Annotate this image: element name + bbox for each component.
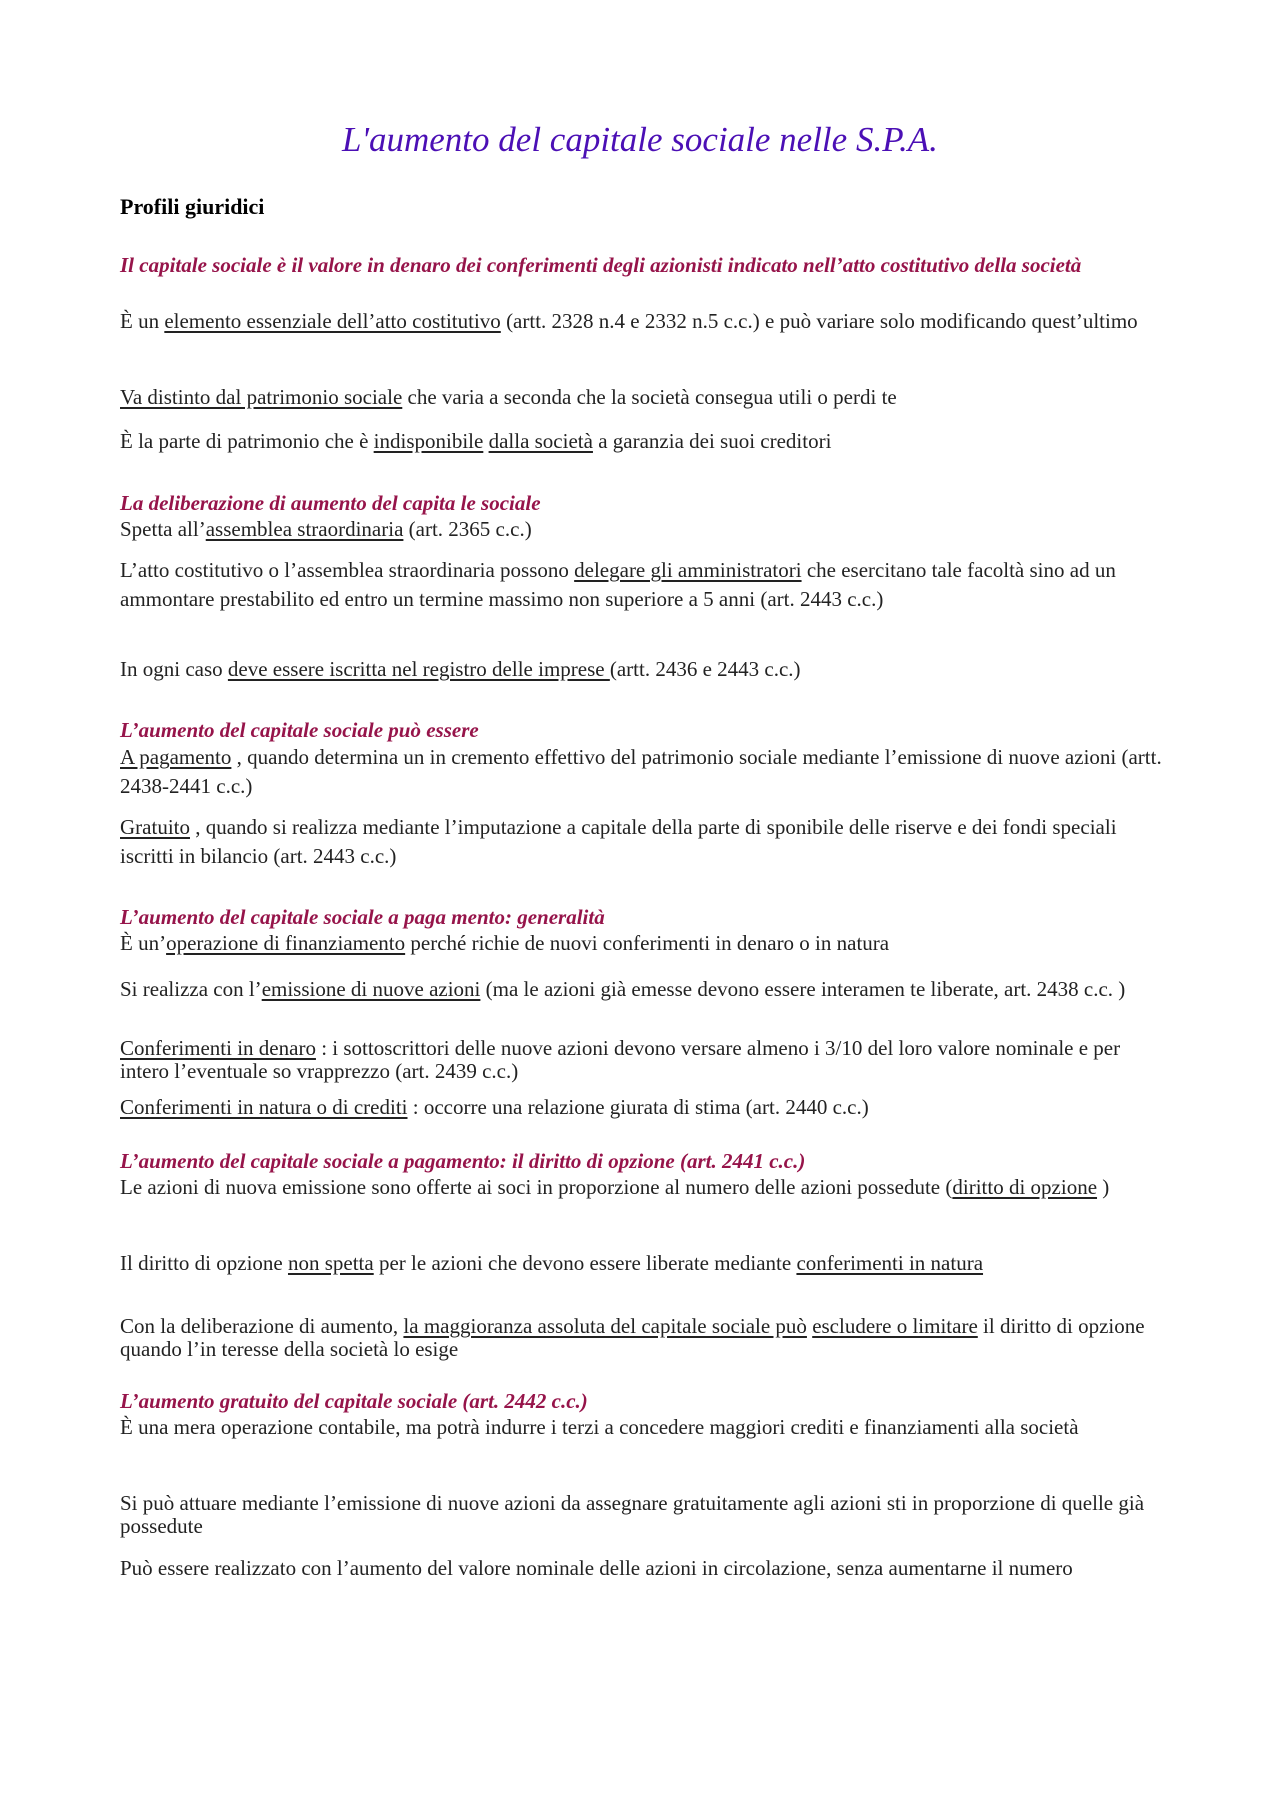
paragraph: È la parte di patrimonio che è indisponibile dalla società a garanzia dei suoi creditori <box>120 429 832 453</box>
paragraph: Conferimenti in denaro : i sottoscrittori delle nuove azioni devono versare almeno i 3/10 del loro valore nominale e per intero l’eventuale so vrapprezzo (art. 2439 c.c.) <box>120 1036 1121 1083</box>
paragraph: Le azioni di nuova emissione sono offerte ai soci in proporzione al numero delle azioni possedute (diritto di opzione ) <box>120 1175 1110 1199</box>
section-heading: L’aumento gratuito del capitale sociale (art. 2442 c.c.) <box>120 1389 588 1413</box>
paragraph: In ogni caso deve essere iscritta nel registro delle imprese (artt. 2436 e 2443 c.c.) <box>120 657 801 681</box>
paragraph: A pagamento , quando determina un in cremento effettivo del patrimonio sociale mediante l’emissione di nuove azioni (artt. 2438-2441 c.c.) <box>120 745 1162 798</box>
page-title: L'aumento del capitale sociale nelle S.P.A. <box>342 120 938 159</box>
section-heading: La deliberazione di aumento del capita le sociale <box>120 491 541 515</box>
paragraph: L’atto costitutivo o l’assemblea straordinaria possono delegare gli amministratori che esercitano tale facoltà sino ad un ammontare prestabilito ed entro un termine massimo non superiore a 5 anni (art. 2443 c.c.) <box>120 558 1116 611</box>
paragraph: Gratuito , quando si realizza mediante l’imputazione a capitale della parte di sponibile delle riserve e dei fondi speciali iscritti in bilancio (art. 2443 c.c.) <box>120 815 1117 868</box>
paragraph: Può essere realizzato con l’aumento del valore nominale delle azioni in circolazione, senza aumentarne il numero <box>120 1556 1073 1580</box>
paragraph: Con la deliberazione di aumento, la maggioranza assoluta del capitale sociale può escludere o limitare il diritto di opzione quando l’in teresse della società lo esige <box>120 1314 1145 1361</box>
section-heading: L’aumento del capitale sociale può essere <box>120 718 479 742</box>
section-heading: L’aumento del capitale sociale a paga mento: generalità <box>120 905 605 929</box>
subtitle: Profili giuridici <box>120 194 265 219</box>
paragraph: È una mera operazione contabile, ma potrà indurre i terzi a concedere maggiori crediti e finanziamenti alla società <box>120 1415 1079 1439</box>
section-heading: L’aumento del capitale sociale a pagamento: il diritto di opzione (art. 2441 c.c.) <box>120 1149 806 1173</box>
paragraph: È un elemento essenziale dell’atto costitutivo (artt. 2328 n.4 e 2332 n.5 c.c.) e può variare solo modificando quest’ultimo <box>120 309 1138 333</box>
section-heading: Il capitale sociale è il valore in denaro dei conferimenti degli azionisti indicato nell’atto costitutivo della società <box>120 253 1082 277</box>
paragraph: Va distinto dal patrimonio sociale che varia a seconda che la società consegua utili o perdi te <box>120 385 897 409</box>
paragraph: Spetta all’assemblea straordinaria (art. 2365 c.c.) <box>120 517 532 541</box>
paragraph: È un’operazione di finanziamento perché richie de nuovi conferimenti in denaro o in natura <box>120 931 890 955</box>
paragraph: Conferimenti in natura o di crediti : occorre una relazione giurata di stima (art. 2440 c.c.) <box>120 1095 869 1119</box>
paragraph: Il diritto di opzione non spetta per le azioni che devono essere liberate mediante conferimenti in natura <box>120 1251 984 1275</box>
paragraph: Si può attuare mediante l’emissione di nuove azioni da assegnare gratuitamente agli azioni sti in proporzione di quelle già possedute <box>120 1491 1145 1538</box>
paragraph: Si realizza con l’emissione di nuove azioni (ma le azioni già emesse devono essere interamen te liberate, art. 2438 c.c. ) <box>120 977 1126 1001</box>
